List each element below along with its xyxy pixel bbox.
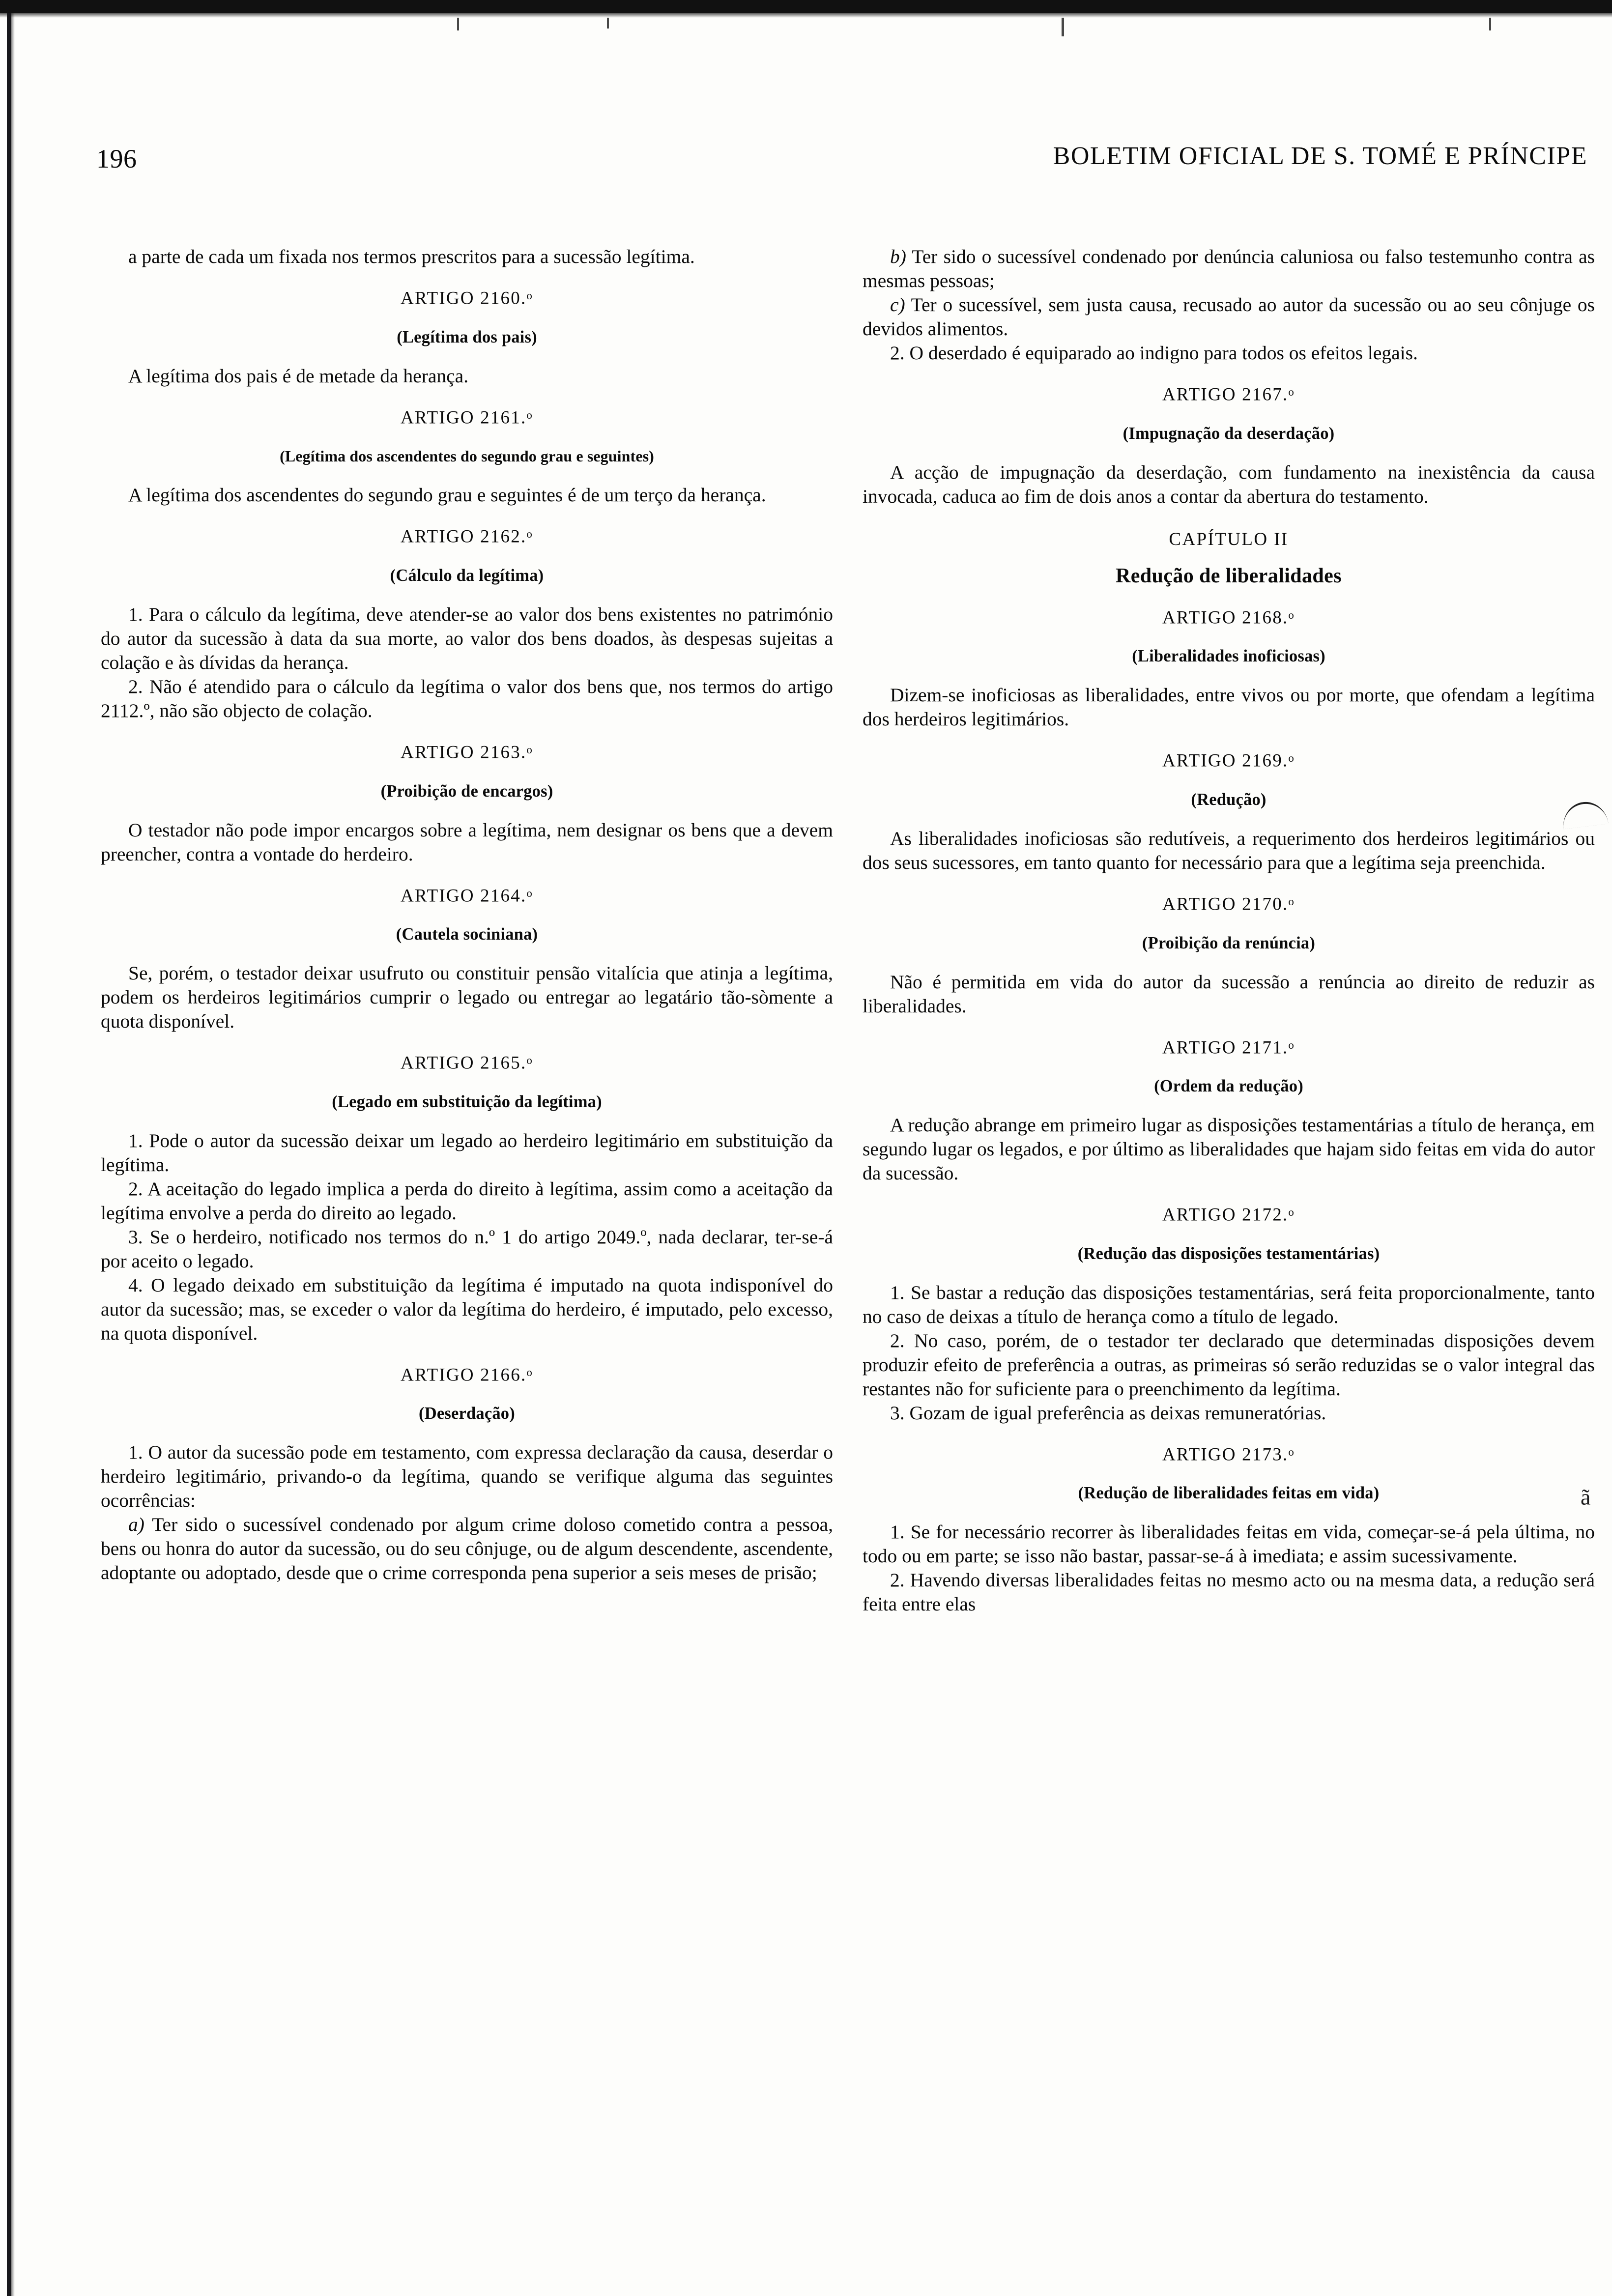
scan-speck — [1489, 18, 1491, 30]
article-heading-2161: ARTIGO 2161.$^o$ — [400, 407, 534, 428]
article-heading-2171: ARTIGO 2171.$^o$ — [1162, 1037, 1295, 1058]
article-heading-2168: ARTIGO 2168.$^o$ — [1162, 607, 1295, 628]
page-number: 196 — [96, 144, 137, 173]
chapter-label: CAPÍTULO II — [1169, 529, 1289, 549]
article-body-2164-p1: Se, porém, o testador deixar usufruto ou constituir pensão vitalícia que atinja a legítima, podem os herdeiros legitimários cumprir o legado ou entregar ao legatário tão-sòmente a quota disponível. — [101, 962, 833, 1033]
scan-top-edge — [0, 0, 1612, 13]
article-heading-2172: ARTIGO 2172.$^o$ — [1162, 1205, 1295, 1225]
article-heading-2165: ARTIGO 2165.$^o$ — [400, 1053, 534, 1073]
article-body-2167-p1: A acção de impugnação da deserdação, com fundamento na inexistência da causa invocada, caduca ao fim de dois anos a contar da abertura do testamento. — [863, 461, 1595, 507]
item-text-c: Ter o sucessível, sem justa causa, recusado ao autor da sucessão ou ao seu cônjuge os devidos alimentos. — [863, 294, 1595, 340]
article-subtitle-2166: (Deserdação) — [419, 1404, 515, 1423]
article-subtitle-2162: (Cálculo da legítima) — [390, 566, 544, 585]
scan-left-fuzz — [11, 13, 15, 2296]
item-text-a: Ter sido o sucessível condenado por algum crime doloso cometido contra a pessoa, bens ou honra do autor da sucessão, ou do seu cônjuge, ou de algum descendente, ascendente, adoptante ou adoptado, desde que o crime corresponda pena superior a seis meses de prisão; — [101, 1514, 833, 1584]
article-heading-2167: ARTIGO 2167.$^o$ — [1162, 384, 1295, 405]
scan-speck — [607, 18, 609, 29]
article-body-2169-p1: As liberalidades inoficiosas são redutíveis, a requerimento dos herdeiros legitimários ou dos seus sucessores, em tanto quanto for necessário para que a legítima seja preenchida. — [863, 827, 1595, 873]
pencil-correction-mark: ã — [1581, 1485, 1591, 1510]
scan-speck — [457, 18, 459, 30]
article-heading-2160: ARTIGO 2160.$^o$ — [400, 288, 534, 309]
article-subtitle-2165: (Legado em substituição da legítima) — [332, 1092, 602, 1111]
right-column — [863, 245, 1595, 1616]
article-item-2166-b — [863, 245, 1595, 293]
article-body-2165-p4: 4. O legado deixado em substituição da legítima é imputado na quota indisponível do autor da sucessão; mas, se exceder o valor da legítima do herdeiro, é imputado, pelo excesso, na quota disponível. — [101, 1274, 833, 1344]
masthead-title: BOLETIM OFICIAL DE S. TOMÉ E PRÍNCIPE — [1053, 142, 1587, 170]
left-column — [101, 245, 833, 1585]
article-subtitle-2173: (Redução de liberalidades feitas em vida) — [1078, 1484, 1380, 1503]
article-subtitle-2169: (Redução) — [1191, 790, 1267, 809]
article-body-2172-p3: 3. Gozam de igual preferência as deixas remuneratórias. — [890, 1402, 1326, 1424]
article-body-2166-p2: 2. O deserdado é equiparado ao indigno para todos os efeitos legais. — [890, 342, 1418, 364]
article-subtitle-2163: (Proibição de encargos) — [380, 781, 553, 801]
article-body-2173-p2: 2. Havendo diversas liberalidades feitas no mesmo acto ou na mesma data, a redução será feita entre elas — [863, 1569, 1595, 1615]
article-body-2172-p1: 1. Se bastar a redução das disposições testamentárias, será feita proporcionalmente, tanto no caso de deixas a título de herança como a título de legado. — [863, 1281, 1595, 1327]
article-body-2168-p1: Dizem-se inoficiosas as liberalidades, entre vivos ou por morte, que ofendam a legítima dos herdeiros legitimários. — [863, 684, 1595, 730]
article-body-2166-p1: 1. O autor da sucessão pode em testamento, com expressa declaração da causa, deserdar o herdeiro legitimário, privando-o da legítima, quando se verifique alguma das seguintes ocorrências: — [101, 1441, 833, 1512]
carryover-paragraph: a parte de cada um fixada nos termos prescritos para a sucessão legítima. — [128, 246, 695, 267]
article-subtitle-2170: (Proibição da renúncia) — [1142, 933, 1316, 952]
article-subtitle-2168: (Liberalidades inoficiosas) — [1132, 647, 1325, 666]
article-subtitle-2161: (Legítima dos ascendentes do segundo grau e seguintes) — [280, 447, 654, 465]
article-item-2166-a — [101, 1513, 833, 1585]
article-body-2165-p2: 2. A aceitação do legado implica a perda do direito à legítima, assim como a aceitação da legítima envolve a perda do direito ao legado. — [101, 1177, 833, 1224]
scan-top-fuzz — [0, 13, 1612, 18]
article-body-2173-p1: 1. Se for necessário recorrer às liberalidades feitas em vida, começar-se-á pela última, no todo ou em parte; se isso não bastar, passar-se-á à imediata; e assim sucessivamente. — [863, 1521, 1595, 1567]
article-heading-2173: ARTIGO 2173.$^o$ — [1162, 1444, 1295, 1465]
article-subtitle-2160: (Legítima dos pais) — [397, 327, 537, 346]
article-item-2166-c — [863, 293, 1595, 341]
article-heading-2163: ARTIGO 2163.$^o$ — [400, 742, 534, 763]
article-body-2162-p2: 2. Não é atendido para o cálculo da legítima o valor dos bens que, nos termos do artigo 2112.º, não são objecto de colação. — [101, 675, 833, 721]
article-subtitle-2167: (Impugnação da deserdação) — [1123, 424, 1335, 443]
article-heading-2170: ARTIGO 2170.$^o$ — [1162, 894, 1295, 915]
article-subtitle-2171: (Ordem da redução) — [1154, 1077, 1303, 1096]
article-body-2163-p1: O testador não pode impor encargos sobre a legítima, nem designar os bens que a devem preencher, contra a vontade do herdeiro. — [101, 819, 833, 865]
article-body-2161-p1: A legítima dos ascendentes do segundo grau e seguintes é de um terço da herança. — [128, 484, 766, 506]
article-body-2162-p1: 1. Para o cálculo da legítima, deve atender-se ao valor dos bens existentes no património do autor da sucessão à data da sua morte, ao valor dos bens doados, às despesas sujeitas a colação e às dívidas da herança. — [101, 603, 833, 673]
item-label-b: b) — [890, 246, 906, 267]
article-heading-2164: ARTIGO 2164.$^o$ — [400, 886, 534, 906]
article-body-2165-p3: 3. Se o herdeiro, notificado nos termos do n.º 1 do artigo 2049.º, nada declarar, ter-se-á por aceito o legado. — [101, 1226, 833, 1272]
article-heading-2162: ARTIGO 2162.$^o$ — [400, 526, 534, 547]
article-body-2170-p1: Não é permitida em vida do autor da sucessão a renúncia ao direito de reduzir as liberalidades. — [863, 971, 1595, 1017]
scan-speck — [1062, 18, 1064, 36]
article-heading-2166: ARTIGO 2166.$^o$ — [400, 1365, 534, 1385]
item-label-c: c) — [890, 294, 905, 316]
item-label-a: a) — [128, 1514, 144, 1536]
item-text-b: Ter sido o sucessível condenado por denúncia caluniosa ou falso testemunho contra as mesmas pessoas; — [863, 246, 1595, 291]
article-body-2165-p1: 1. Pode o autor da sucessão deixar um legado ao herdeiro legitimário em substituição da legítima. — [101, 1129, 833, 1176]
scan-left-edge — [7, 13, 11, 2296]
article-heading-2169: ARTIGO 2169.$^o$ — [1162, 750, 1295, 771]
chapter-title: Redução de liberalidades — [1116, 564, 1342, 587]
article-body-2171-p1: A redução abrange em primeiro lugar as disposições testamentárias a título de herança, em segundo lugar os legados, e por último as liberalidades que hajam sido feitas em vida do autor da sucessão. — [863, 1114, 1595, 1184]
article-body-2160-p1: A legítima dos pais é de metade da herança. — [128, 365, 469, 387]
article-body-2172-p2: 2. No caso, porém, de o testador ter declarado que determinadas disposições devem produzir efeito de preferência a outras, as primeiras só serão reduzidas se o valor integral das restantes não for suficiente para o preenchimento da legítima. — [863, 1329, 1595, 1400]
article-subtitle-2164: (Cautela sociniana) — [396, 925, 538, 944]
article-subtitle-2172: (Redução das disposições testamentárias) — [1077, 1244, 1380, 1263]
